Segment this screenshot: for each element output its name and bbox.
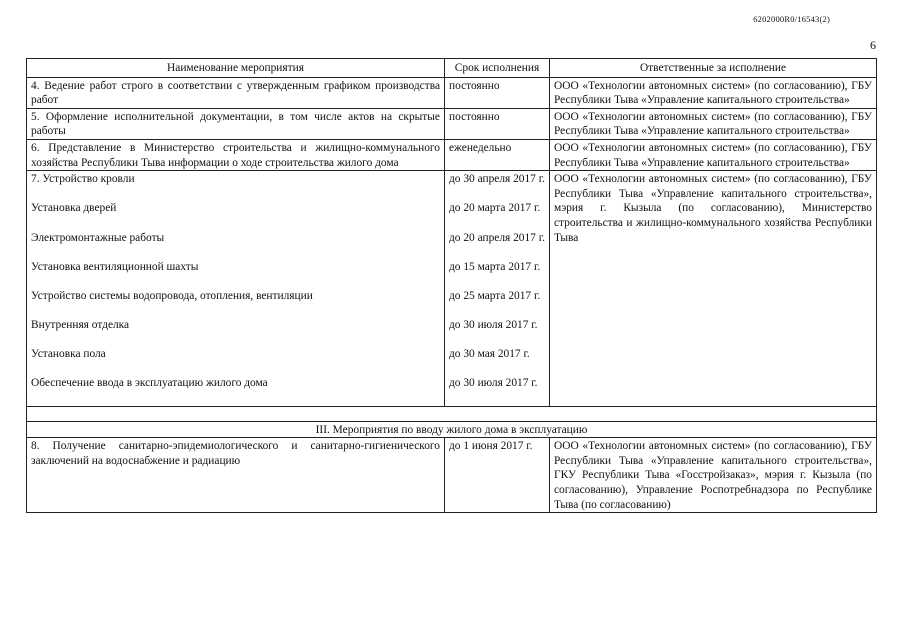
table-header-row xyxy=(27,59,877,78)
task-name: 5. Оформление исполнительной документации, в том числе актов на скрытые работы xyxy=(27,108,445,139)
spacer-row xyxy=(27,406,877,421)
task-responsible: ООО «Технологии автономных систем» (по согласованию), ГБУ Республики Тыва «Управление капитального строительства», ГКУ Республики Тыва «Госстройзаказ», мэрия г. Кызыла (по согласованию), Управление Роспотребнадзора по Республике Тыва (по согласованию) xyxy=(550,438,877,513)
subtask-term: до 30 мая 2017 г. xyxy=(449,348,530,361)
measures-table xyxy=(26,58,877,513)
table-row xyxy=(27,77,877,108)
subtask-term: до 20 марта 2017 г. xyxy=(449,202,541,215)
task-responsible: ООО «Технологии автономных систем» (по согласованию), ГБУ Республики Тыва «Управление капитального строительства» xyxy=(550,77,877,108)
task-name: 8. Получение санитарно-эпидемиологического и санитарно-гигиенического заключений на водоснабжение и радиацию xyxy=(27,438,445,513)
table-row xyxy=(27,171,877,407)
page-number: 6 xyxy=(870,38,876,52)
task-term: постоянно xyxy=(445,77,550,108)
subtask-term: до 30 апреля 2017 г. xyxy=(449,173,545,186)
subtask-name: Установка пола xyxy=(31,348,106,361)
subtask-term: до 20 апреля 2017 г. xyxy=(449,231,545,244)
subtask-name: Внутренняя отделка xyxy=(31,319,130,332)
task-term: до 1 июня 2017 г. xyxy=(445,438,550,513)
section-heading-row xyxy=(27,421,877,438)
column-header-term: Срок исполнения xyxy=(445,59,550,78)
table-row xyxy=(27,139,877,170)
column-header-name: Наименование мероприятия xyxy=(27,59,445,78)
task-name: 4. Ведение работ строго в соответствии с утвержденным графиком производства работ xyxy=(27,77,445,108)
task-responsible: ООО «Технологии автономных систем» (по согласованию), ГБУ Республики Тыва «Управление капитального строительства» xyxy=(550,108,877,139)
table-row xyxy=(27,438,877,513)
task-name: 6. Представление в Министерство строительства и жилищно-коммунального хозяйства Республики Тыва информации о ходе строительства жилого дома xyxy=(27,139,445,170)
subtask-term: до 15 марта 2017 г. xyxy=(449,260,541,273)
task-name-list xyxy=(27,171,445,407)
table-row xyxy=(27,108,877,139)
subtask-term: до 30 июля 2017 г. xyxy=(449,377,538,390)
subtask-name: Обеспечение ввода в эксплуатацию жилого дома xyxy=(31,377,268,390)
task-term: еженедельно xyxy=(445,139,550,170)
subtask-term: до 25 марта 2017 г. xyxy=(449,289,541,302)
subtask-name: Установка дверей xyxy=(31,202,117,215)
section-title: III. Мероприятия по вводу жилого дома в эксплуатацию xyxy=(27,421,877,438)
subtask-name: Электромонтажные работы xyxy=(31,231,165,244)
task-term: постоянно xyxy=(445,108,550,139)
subtask-name: 7. Устройство кровли xyxy=(31,173,135,186)
subtask-name: Устройство системы водопровода, отопления, вентиляции xyxy=(31,289,313,302)
task-term-list xyxy=(445,171,550,407)
subtask-name: Установка вентиляционной шахты xyxy=(31,260,199,273)
task-responsible: ООО «Технологии автономных систем» (по согласованию), ГБУ Республики Тыва «Управление капитального строительства» xyxy=(550,139,877,170)
task-responsible: ООО «Технологии автономных систем» (по согласованию), ГБУ Республики Тыва «Управление капитального строительства», мэрия г. Кызыла (по согласованию), Министерство строительства и жилищно-коммунального хозяйства Республики Тыва xyxy=(550,171,877,407)
subtask-term: до 30 июля 2017 г. xyxy=(449,319,538,332)
column-header-responsible: Ответственные за исполнение xyxy=(550,59,877,78)
document-id: 6202000R0/16543(2) xyxy=(753,14,830,24)
